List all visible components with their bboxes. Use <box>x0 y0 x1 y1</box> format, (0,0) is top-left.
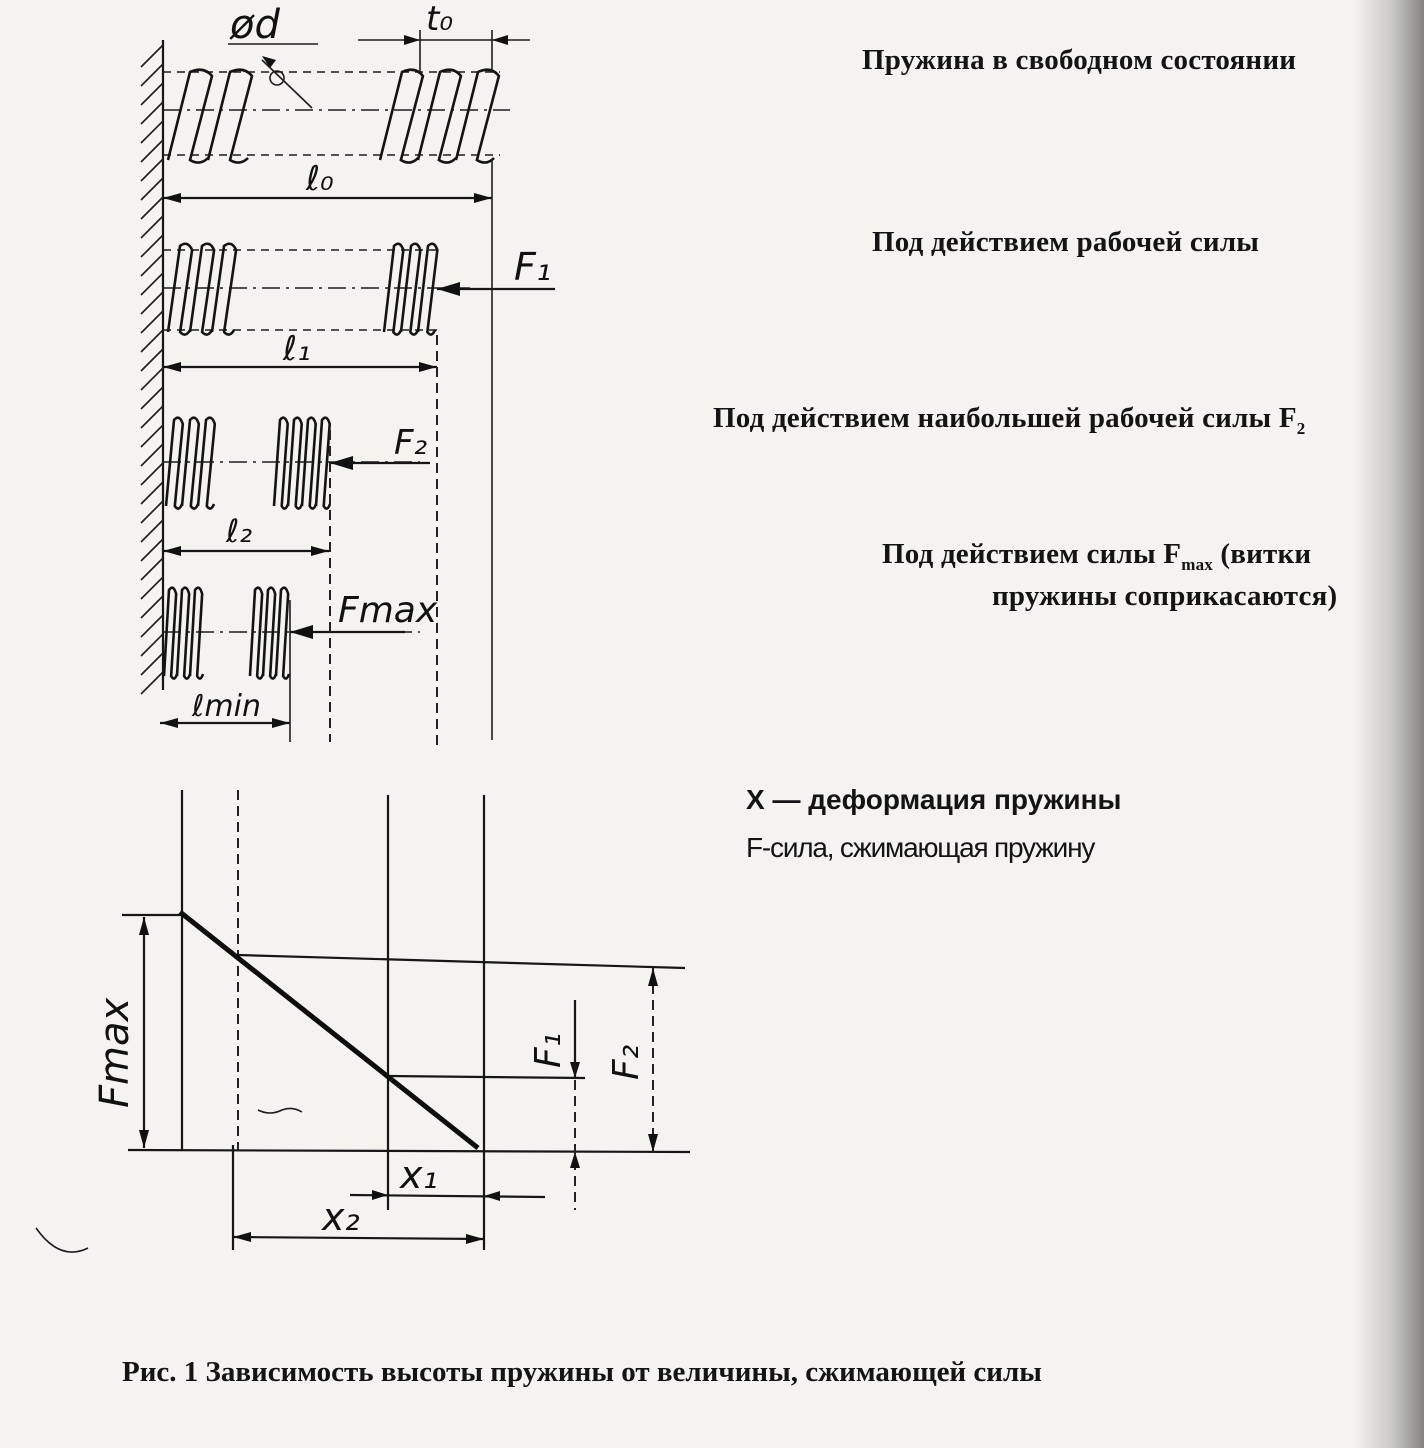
wall-hatch-mark <box>141 634 163 656</box>
pitch-label: t₀ <box>426 0 453 39</box>
wall-hatch-mark <box>141 596 163 618</box>
spring-coil <box>380 70 423 163</box>
figure-caption: Рис. 1 Зависимость высоты пружины от величины, сжимающей силы <box>122 1356 1042 1388</box>
spring-coil <box>274 418 288 509</box>
wall-hatch-mark <box>141 292 163 314</box>
spring-coil <box>250 588 263 679</box>
caption-fmax-line1: Под действием силы $F_{max}$ (витки <box>882 538 1312 574</box>
wall-hatch-mark <box>141 121 163 143</box>
wall-hatch-mark <box>141 178 163 200</box>
wall-hatch-mark <box>141 368 163 390</box>
spring-coil <box>212 244 236 335</box>
wall-hatch-mark <box>141 235 163 257</box>
graph-f1-label: F₁ <box>528 1032 569 1068</box>
spring-coil <box>198 418 215 509</box>
wall-hatch-mark <box>141 102 163 124</box>
wall-hatch-mark <box>141 311 163 333</box>
legend-force: F-сила, сжимающая пружину <box>746 832 1095 863</box>
wall-hatch-mark <box>141 45 163 67</box>
spring-coil <box>418 244 437 335</box>
spring-coil <box>418 70 461 163</box>
spring-coil <box>182 418 199 509</box>
spring-coil <box>168 244 192 335</box>
spring-coil <box>316 418 330 509</box>
wall-hatch-mark <box>141 64 163 86</box>
x2-label: x₂ <box>322 1195 360 1239</box>
wall-hatch-mark <box>141 539 163 561</box>
wall-hatch-mark <box>141 444 163 466</box>
spring-coil <box>190 588 203 679</box>
caption-working-force: Под действием рабочей силы <box>872 226 1260 258</box>
wall-hatch-mark <box>141 387 163 409</box>
spring-coil <box>401 244 420 335</box>
fmax-force-label: Fmax <box>338 590 438 631</box>
graph-fmax-label: Fmax <box>92 997 138 1108</box>
spring-free-state <box>163 30 530 203</box>
wall-hatch-mark <box>141 577 163 599</box>
spring-working-force <box>163 244 555 372</box>
caption-max-working-force: Под действием наибольшей рабочей силы $F_2$ <box>713 402 1306 438</box>
l1-label: ℓ₁ <box>283 329 311 369</box>
wall-hatch-mark <box>141 653 163 675</box>
wall-hatch-mark <box>141 254 163 276</box>
wall-hatch-mark <box>141 140 163 162</box>
wall-hatch-mark <box>141 672 163 694</box>
wall-hatch-mark <box>141 482 163 504</box>
wall-hatch-mark <box>141 197 163 219</box>
wall-hatch-mark <box>141 216 163 238</box>
wall-hatch-mark <box>141 330 163 352</box>
spring-coil <box>302 418 316 509</box>
wall-hatch-mark <box>141 425 163 447</box>
wall-hatch-mark <box>141 273 163 295</box>
wall-hatch-mark <box>141 558 163 580</box>
fixed-wall <box>141 40 163 694</box>
caption-fmax-line2: пружины соприкасаются) <box>992 580 1338 612</box>
wall-hatch-mark <box>141 83 163 105</box>
x1-label: x₁ <box>400 1153 438 1197</box>
spring-coil <box>208 70 252 163</box>
spring-coil <box>190 244 214 335</box>
l0-label: ℓ₀ <box>306 159 334 199</box>
f1-force-label: F₁ <box>514 245 552 289</box>
f2-force-label: F₂ <box>394 423 428 463</box>
wall-hatch-mark <box>141 615 163 637</box>
spring-coil <box>166 418 183 509</box>
spring-coil <box>456 70 499 163</box>
legend-deformation: X — деформация пружины <box>746 784 1122 815</box>
spring-coil <box>263 588 276 679</box>
wall-hatch-mark <box>141 463 163 485</box>
spring-coil <box>276 588 289 679</box>
wall-hatch-mark <box>141 520 163 542</box>
spring-coil <box>288 418 302 509</box>
wall-hatch-mark <box>141 406 163 428</box>
spring-coil <box>164 588 177 679</box>
wall-hatch-mark <box>141 349 163 371</box>
wall-hatch-mark <box>141 159 163 181</box>
spring-coil <box>168 70 212 163</box>
wire-diameter-label: ød <box>230 2 280 48</box>
caption-free-state: Пружина в свободном состоянии <box>862 44 1297 76</box>
wall-hatch-mark <box>141 501 163 523</box>
spring-coil <box>384 244 403 335</box>
l2-label: ℓ₂ <box>226 512 253 550</box>
spring-coil <box>177 588 190 679</box>
spring-max-working-force <box>163 418 430 556</box>
lmin-label: ℓmin <box>192 689 261 724</box>
graph-f2-label: F₂ <box>606 1044 647 1080</box>
